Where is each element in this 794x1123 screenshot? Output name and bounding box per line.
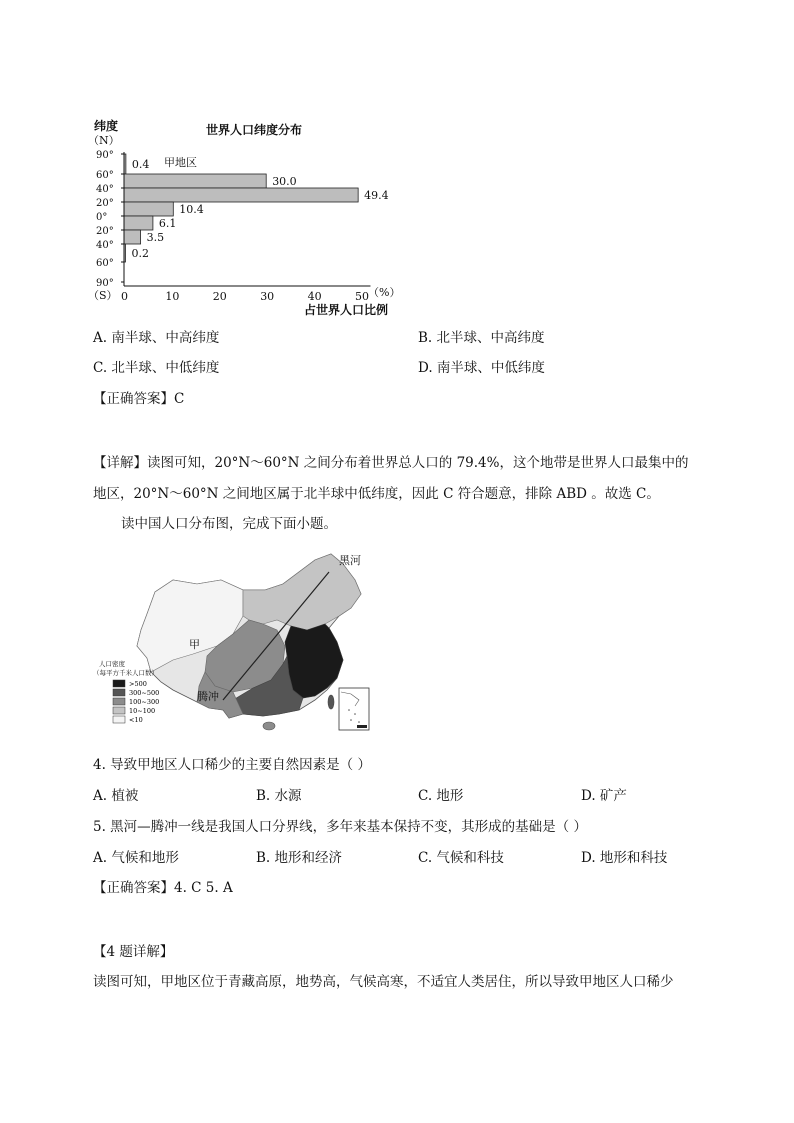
lat-tick-label: 90° [96, 150, 114, 161]
label-jia: 甲 [189, 638, 200, 651]
q3-option-c: C. 北半球、中低纬度 [93, 360, 220, 376]
legend-swatch [113, 707, 125, 714]
legend-swatch [113, 698, 125, 705]
q4-option-c: C. 地形 [418, 788, 464, 804]
q4-option-b: B. 水源 [256, 788, 302, 804]
q4-stem: 4. 导致甲地区人口稀少的主要自然因素是（ ） [93, 757, 371, 773]
x-tick-label: 0 [121, 290, 128, 303]
hainan-island [263, 722, 275, 730]
x-tick-label: 10 [165, 290, 180, 303]
x-tick-label: 40 [307, 290, 322, 303]
lat-tick-label: 60° [96, 170, 114, 181]
lat-tick-label: 0° [96, 212, 108, 223]
chart-title: 世界人口纬度分布 [206, 123, 303, 137]
lat-tick-label: 40° [96, 240, 114, 251]
region-east-dense [285, 624, 343, 698]
south-china-sea-inset [339, 688, 369, 730]
bar-value-label: 30.0 [272, 175, 297, 188]
x-tick-label: 20 [212, 290, 227, 303]
y-axis-unit-s: （S） [88, 289, 118, 302]
bar-value-label: 0.4 [131, 158, 150, 171]
bar-value-label: 49.4 [364, 189, 389, 202]
lat-tick-label: 20° [96, 226, 114, 237]
detail-1-line-2: 地区，20°N～60°N 之间地区属于北半球中低纬度，因此 C 符合题意，排除 ABD 。故选 C。 [93, 486, 660, 502]
x-axis-unit: （%） [368, 286, 401, 299]
q4-option-a: A. 植被 [93, 788, 139, 804]
q3-option-d: D. 南半球、中低纬度 [418, 360, 545, 376]
q5-option-d: D. 地形和科技 [581, 850, 668, 866]
legend-label: 100~300 [129, 698, 160, 706]
bar-2 [124, 188, 358, 202]
legend-label: 300~500 [129, 689, 160, 697]
detail-1-line-1: 【详解】读图可知，20°N～60°N 之间分布着世界总人口的 79.4%，这个地带是世界人口最集中的 [93, 455, 689, 471]
answer-2: 【正确答案】4. C 5. A [93, 880, 233, 896]
bar-value-label: 6.1 [158, 217, 177, 230]
x-axis-label: 占世界人口比例 [304, 303, 389, 317]
lat-tick-label: 20° [96, 198, 114, 209]
bar-1 [124, 174, 266, 188]
q5-stem: 5. 黑河—腾冲一线是我国人口分界线，多年来基本保持不变，其形成的基础是（ ） [93, 819, 587, 835]
inset-scale-box [357, 725, 367, 728]
legend-label: <10 [129, 716, 143, 724]
lat-tick-label: 60° [96, 258, 114, 269]
x-tick-label: 30 [260, 290, 275, 303]
label-tengchong: 腾冲 [197, 690, 219, 703]
world-population-latitude-chart [88, 112, 418, 322]
lat-tick-label: 90° [96, 278, 114, 289]
bar-value-label: 3.5 [146, 231, 165, 244]
legend-swatch [113, 689, 125, 696]
bar-4 [124, 216, 153, 230]
q5-option-a: A. 气候和地形 [93, 850, 179, 866]
q5-option-c: C. 气候和科技 [418, 850, 504, 866]
q3-option-a: A. 南半球、中高纬度 [93, 330, 220, 346]
legend-title-1: 人口密度 [99, 660, 125, 668]
bar-value-label: 0.2 [131, 247, 149, 260]
q5-option-b: B. 地形和经济 [256, 850, 343, 866]
intro-2: 读中国人口分布图，完成下面小题。 [121, 516, 337, 532]
q3-option-b: B. 北半球、中高纬度 [418, 330, 545, 346]
bar-annotation: 甲地区 [164, 156, 197, 169]
legend-swatch [113, 716, 125, 723]
legend-label: 10~100 [129, 707, 156, 715]
taiwan-island [328, 695, 334, 709]
x-tick-label: 50 [355, 290, 369, 303]
y-axis-label: 纬度 [94, 119, 119, 133]
bar-value-label: 10.4 [179, 203, 204, 216]
y-axis-unit-n: （N） [88, 134, 120, 147]
label-heihe: 黑河 [339, 554, 361, 567]
q4-option-d: D. 矿产 [581, 788, 627, 804]
detail-4-line-1: 读图可知，甲地区位于青藏高原，地势高，气候高寒，不适宜人类居住，所以导致甲地区人口稀少 [93, 974, 674, 990]
bar-3 [124, 202, 173, 216]
legend-label: >500 [129, 680, 147, 688]
legend-swatch [113, 680, 125, 687]
bar-5 [124, 230, 141, 244]
answer-1: 【正确答案】C [93, 391, 185, 407]
lat-tick-label: 40° [96, 184, 114, 195]
china-population-map [93, 550, 383, 745]
detail-4-title: 【4 题详解】 [93, 944, 174, 960]
legend-title-2: （每平方千米人口数） [93, 669, 158, 677]
